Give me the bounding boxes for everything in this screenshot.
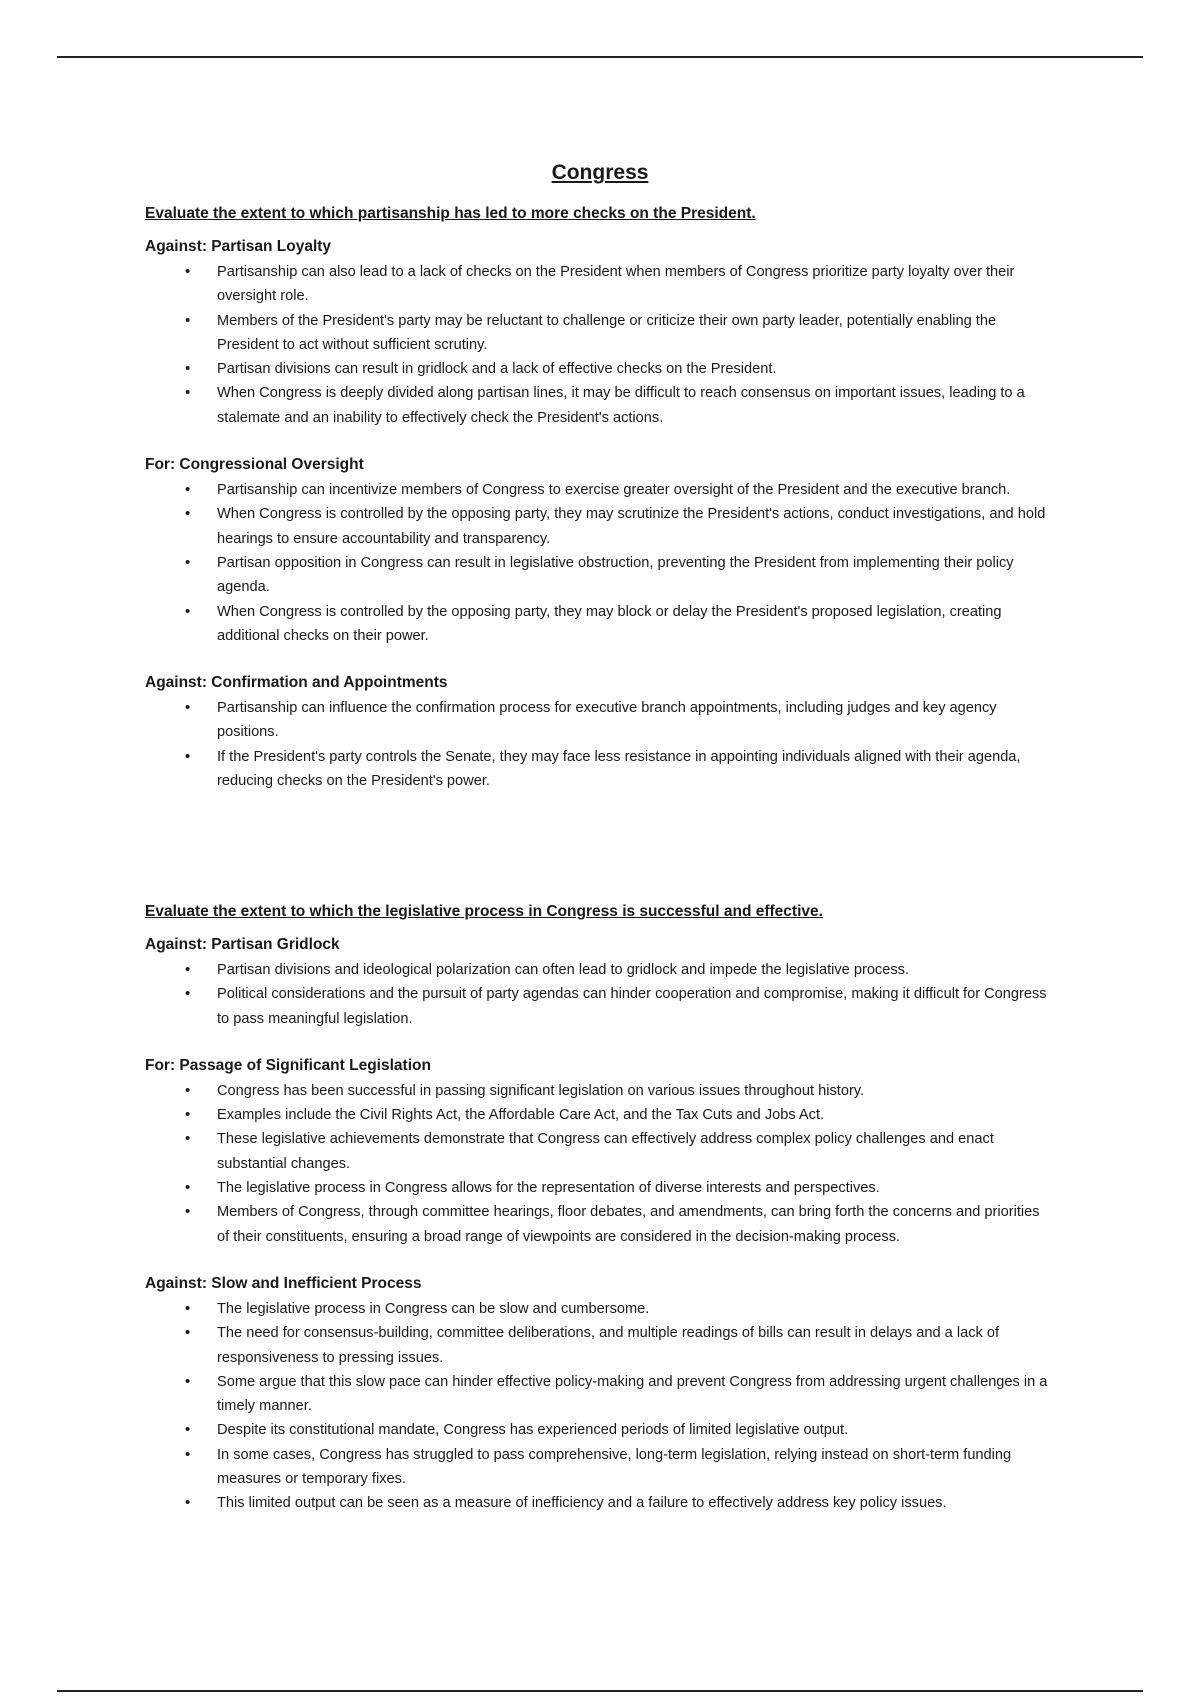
list-item: • The legislative process in Congress can be slow and cumbersome.: [145, 1297, 1055, 1321]
essay-question: Evaluate the extent to which partisanship has led to more checks on the President.: [145, 205, 756, 222]
bullet-list: [145, 696, 1055, 793]
subsection-heading: Against: Partisan Loyalty: [145, 238, 332, 255]
list-item: • Partisan divisions can result in gridlock and a lack of effective checks on the President.: [145, 357, 1055, 381]
section-legislative-process: [145, 901, 1055, 1516]
subsection-heading: For: Passage of Significant Legislation: [145, 1056, 431, 1074]
list-item: • The need for consensus-building, committee deliberations, and multiple readings of bills can result in delays and a lack of responsiveness to pressing issues.: [145, 1321, 1055, 1370]
essay-question: Evaluate the extent to which the legislative process in Congress is successful and effective.: [145, 903, 823, 920]
footer-rule: [57, 1690, 1143, 1692]
bullet-list: [145, 1079, 1055, 1249]
list-item: • Some argue that this slow pace can hinder effective policy-making and prevent Congress from addressing urgent challenges in a timely manner.: [145, 1370, 1055, 1419]
list-item: • Congress has been successful in passing significant legislation on various issues throughout history.: [145, 1079, 1055, 1103]
list-item: • When Congress is deeply divided along partisan lines, it may be difficult to reach consensus on important issues, leading to a stalemate and an inability to effectively check the President's actions.: [145, 381, 1055, 430]
subsection-heading: Against: Confirmation and Appointments: [145, 674, 448, 692]
list-item: • When Congress is controlled by the opposing party, they may block or delay the President's proposed legislation, creating additional checks on their power.: [145, 600, 1055, 649]
subsection-slow-process: [145, 1273, 1055, 1516]
list-item: • The legislative process in Congress allows for the representation of diverse interests and perspectives.: [145, 1176, 1055, 1200]
subsection-significant-legislation: [145, 1055, 1055, 1249]
list-item: • Political considerations and the pursuit of party agendas can hinder cooperation and compromise, making it difficult for Congress to pass meaningful legislation.: [145, 982, 1055, 1031]
header-rule: [57, 56, 1143, 58]
list-item: • Members of Congress, through committee hearings, floor debates, and amendments, can bring forth the concerns and priorities of their constituents, ensuring a broad range of viewpoints are considered in the decision-making process.: [145, 1200, 1055, 1249]
list-item: • This limited output can be seen as a measure of inefficiency and a failure to effectively address key policy issues.: [145, 1491, 1055, 1515]
list-item: • These legislative achievements demonstrate that Congress can effectively address complex policy challenges and enact substantial changes.: [145, 1127, 1055, 1176]
list-item: • Examples include the Civil Rights Act, the Affordable Care Act, and the Tax Cuts and Jobs Act.: [145, 1103, 1055, 1127]
subsection-congressional-oversight: [145, 454, 1055, 648]
list-item: • Partisan opposition in Congress can result in legislative obstruction, preventing the President from implementing their policy agenda.: [145, 551, 1055, 600]
bullet-list: [145, 478, 1055, 648]
bullet-list: [145, 1297, 1055, 1516]
subsection-partisan-loyalty: [145, 236, 1055, 430]
section-partisanship: [145, 203, 1055, 793]
bullet-list: [145, 260, 1055, 430]
list-item: • If the President's party controls the Senate, they may face less resistance in appointing individuals aligned with their agenda, reducing checks on the President's power.: [145, 745, 1055, 794]
bullet-list: [145, 958, 1055, 1031]
list-item: • In some cases, Congress has struggled to pass comprehensive, long-term legislation, relying instead on short-term funding measures or temporary fixes.: [145, 1443, 1055, 1492]
list-item: • Despite its constitutional mandate, Congress has experienced periods of limited legislative output.: [145, 1418, 1055, 1442]
list-item: • When Congress is controlled by the opposing party, they may scrutinize the President's actions, conduct investigations, and hold hearings to ensure accountability and transparency.: [145, 502, 1055, 551]
list-item: • Members of the President's party may be reluctant to challenge or criticize their own party leader, potentially enabling the President to act without sufficient scrutiny.: [145, 309, 1055, 358]
list-item: • Partisanship can incentivize members of Congress to exercise greater oversight of the President and the executive branch.: [145, 478, 1055, 502]
list-item: • Partisan divisions and ideological polarization can often lead to gridlock and impede the legislative process.: [145, 958, 1055, 982]
list-item: • Partisanship can influence the confirmation process for executive branch appointments, including judges and key agency positions.: [145, 696, 1055, 745]
page-title: Congress: [551, 161, 649, 185]
subsection-confirmation-appointments: [145, 672, 1055, 793]
subsection-heading: Against: Slow and Inefficient Process: [145, 1274, 422, 1292]
subsection-partisan-gridlock: [145, 934, 1055, 1031]
subsection-heading: For: Congressional Oversight: [145, 456, 364, 474]
list-item: • Partisanship can also lead to a lack of checks on the President when members of Congress prioritize party loyalty over their oversight role.: [145, 260, 1055, 309]
subsection-heading: Against: Partisan Gridlock: [145, 936, 340, 953]
